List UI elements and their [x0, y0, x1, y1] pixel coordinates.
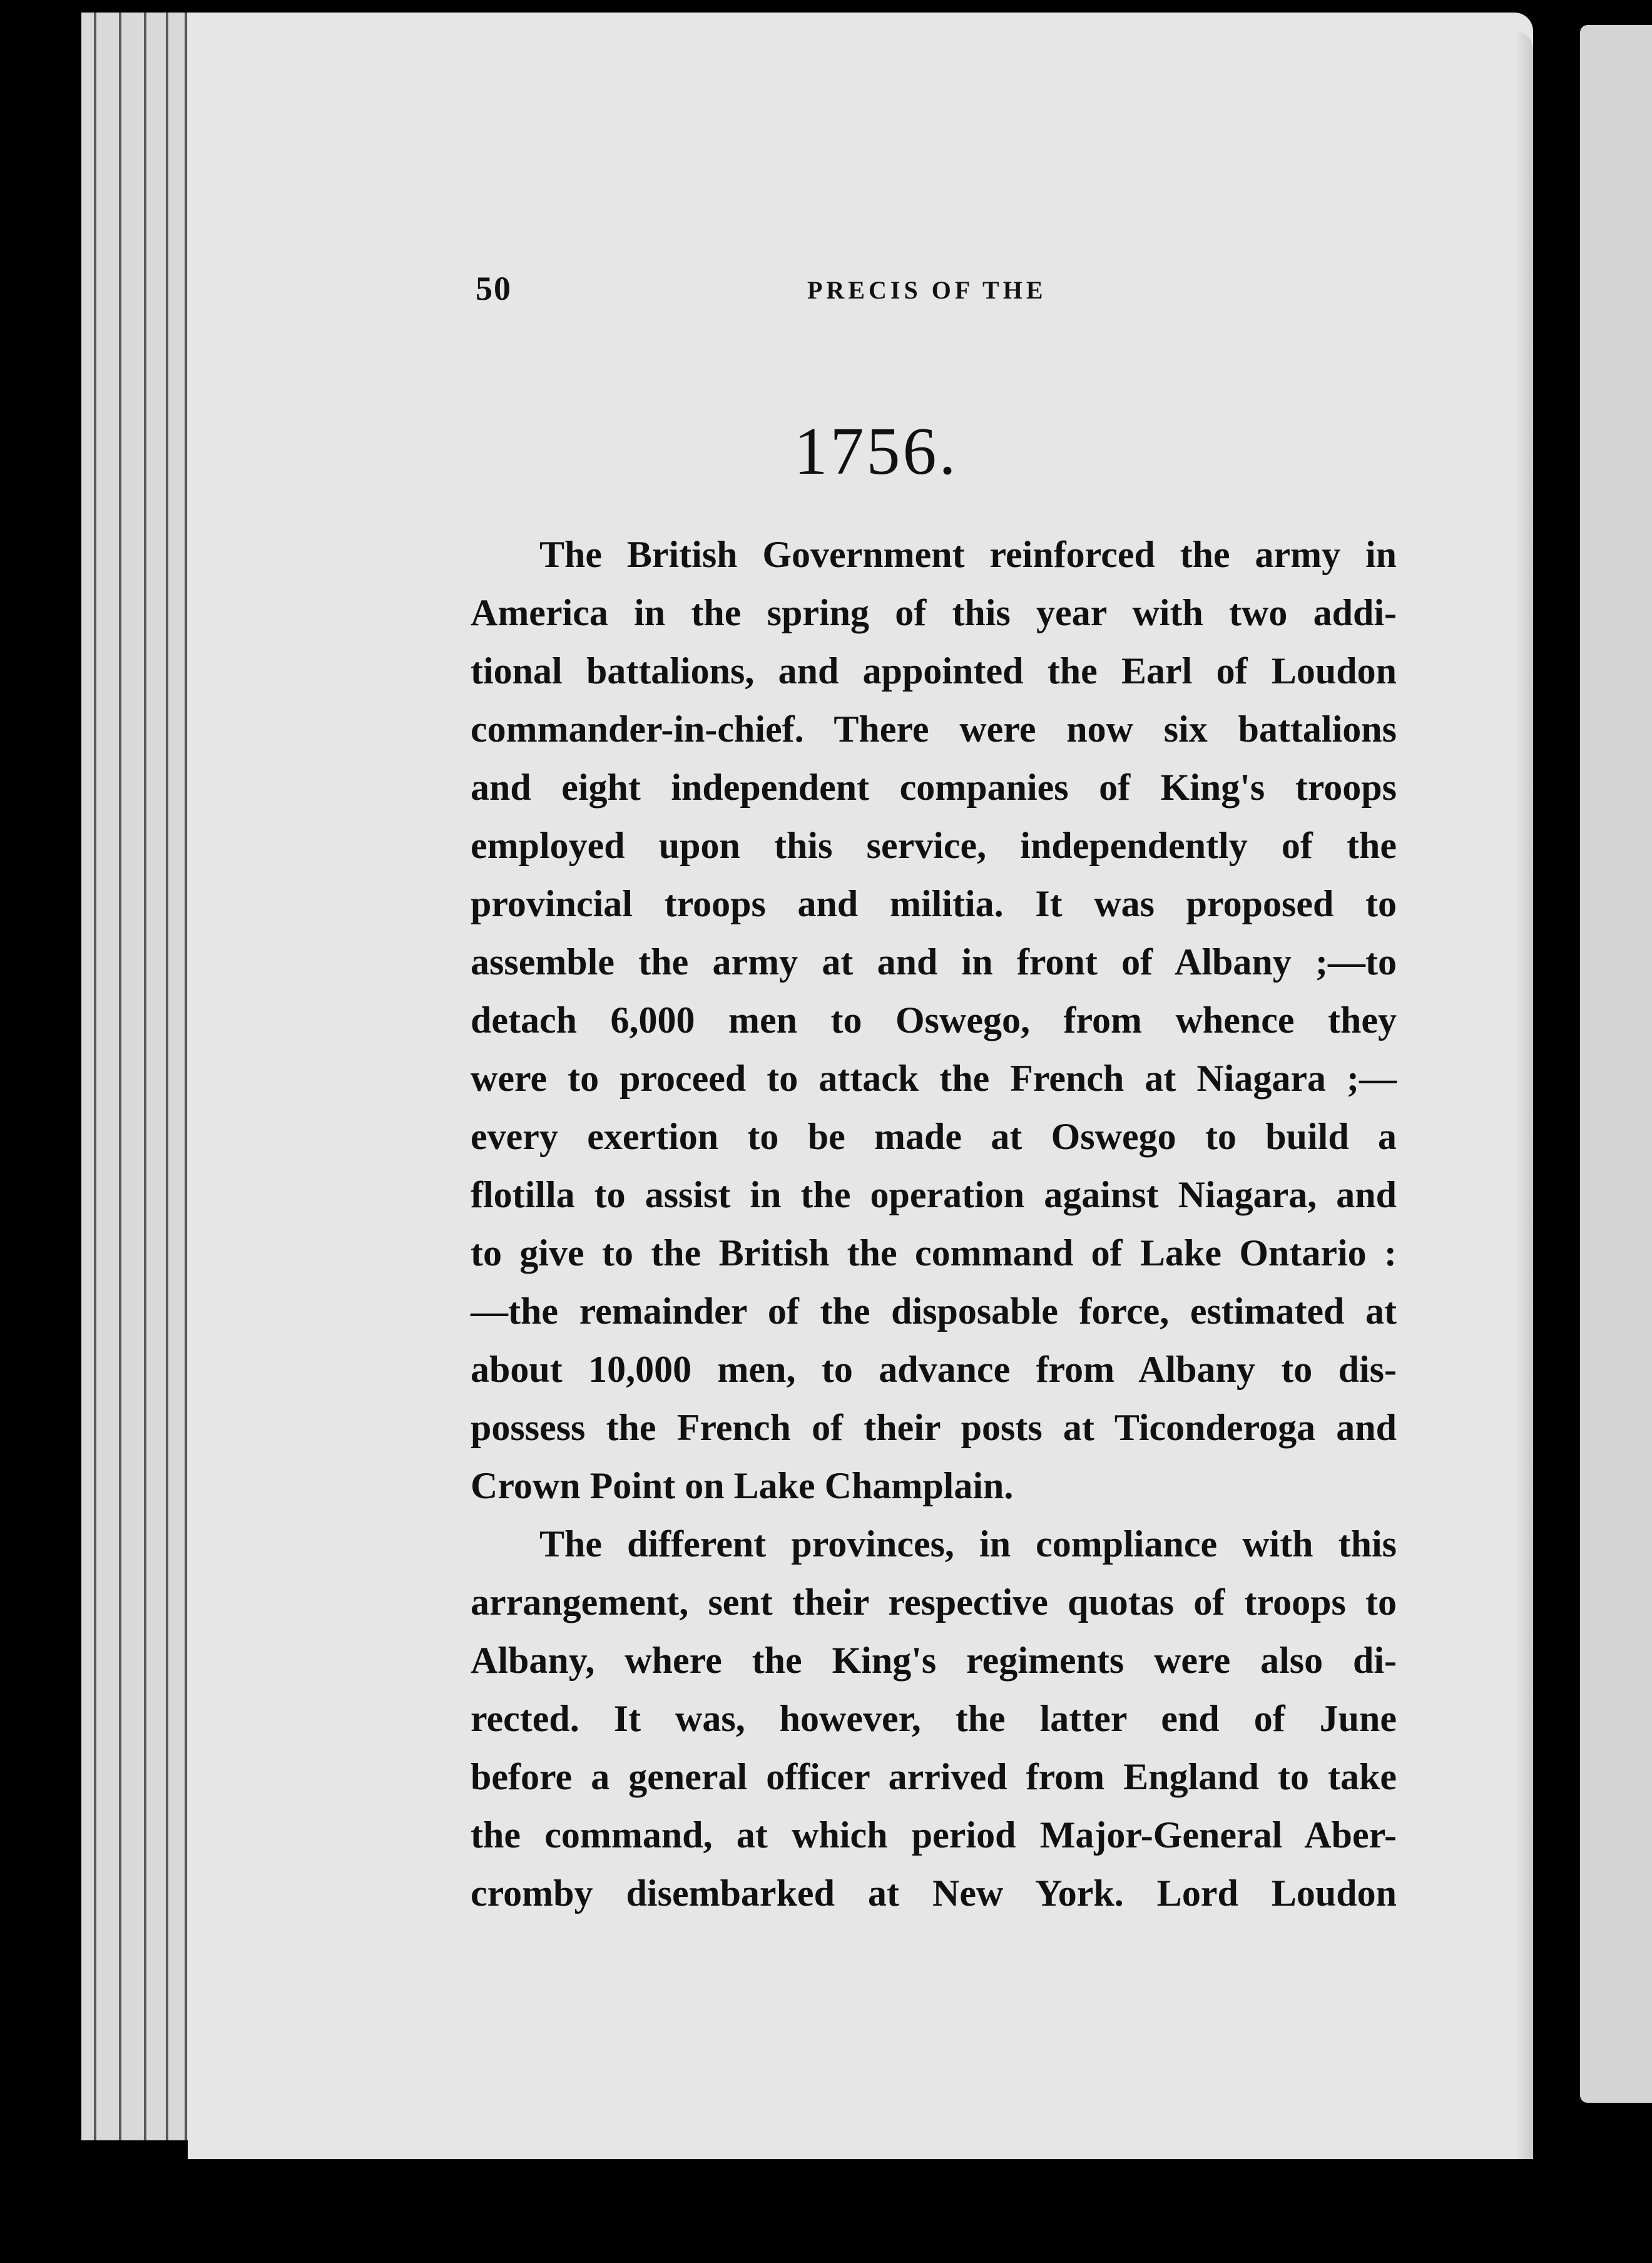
page-edge-line — [166, 13, 168, 2140]
text-line: employed upon this service, independently of the — [471, 825, 1397, 866]
text-line: Crown Point on Lake Champlain. — [471, 1465, 1014, 1506]
text-line: tional battalions, and appointed the Earl of Loudon — [471, 650, 1397, 692]
body-text — [471, 526, 1397, 1923]
page-edge-line — [144, 13, 146, 2140]
text-line: arrangement, sent their respective quotas of troops to — [471, 1581, 1397, 1623]
running-title: PRECIS OF THE — [807, 276, 1047, 304]
text-line: about 10,000 men, to advance from Albany to dis- — [471, 1349, 1397, 1390]
text-line: The different provinces, in compliance with this — [539, 1523, 1397, 1565]
text-line: commander-in-chief. There were now six battalions — [471, 708, 1397, 750]
text-line: Albany, where the King's regiments were also di- — [471, 1640, 1397, 1681]
text-line: before a general officer arrived from England to take — [471, 1756, 1397, 1797]
page-number: 50 — [476, 270, 512, 307]
text-line: The British Government reinforced the army in — [539, 534, 1397, 575]
text-line: cromby disembarked at New York. Lord Loudon — [471, 1872, 1397, 1914]
text-line: and eight independent companies of King's troops — [471, 767, 1397, 808]
text-line: every exertion to be made at Oswego to build a — [471, 1116, 1397, 1157]
text-line: rected. It was, however, the latter end of June — [471, 1698, 1397, 1739]
running-head — [476, 269, 1101, 313]
text-line: assemble the army at and in front of Albany ;—to — [471, 941, 1397, 983]
text-line: the command, at which period Major-General Aber- — [471, 1814, 1397, 1856]
text-line: detach 6,000 men to Oswego, from whence they — [471, 999, 1397, 1041]
page-edge-line — [94, 13, 96, 2140]
text-line: were to proceed to attack the French at Niagara ;— — [471, 1058, 1397, 1099]
text-line: flotilla to assist in the operation against Niagara, and — [471, 1174, 1397, 1215]
text-line: possess the French of their posts at Ticonderoga and — [471, 1407, 1397, 1448]
text-line: America in the spring of this year with two addi- — [471, 592, 1397, 633]
page-curl-shadow — [1516, 31, 1533, 2159]
page-edge-line — [119, 13, 121, 2140]
text-line: to give to the British the command of Lake Ontario : — [471, 1232, 1397, 1274]
section-year-heading: 1756. — [793, 414, 959, 489]
facing-page-edge — [1580, 25, 1652, 2103]
text-line: —the remainder of the disposable force, estimated at — [471, 1290, 1397, 1332]
text-line: provincial troops and militia. It was proposed to — [471, 883, 1397, 924]
page-edge-line — [185, 13, 187, 2140]
